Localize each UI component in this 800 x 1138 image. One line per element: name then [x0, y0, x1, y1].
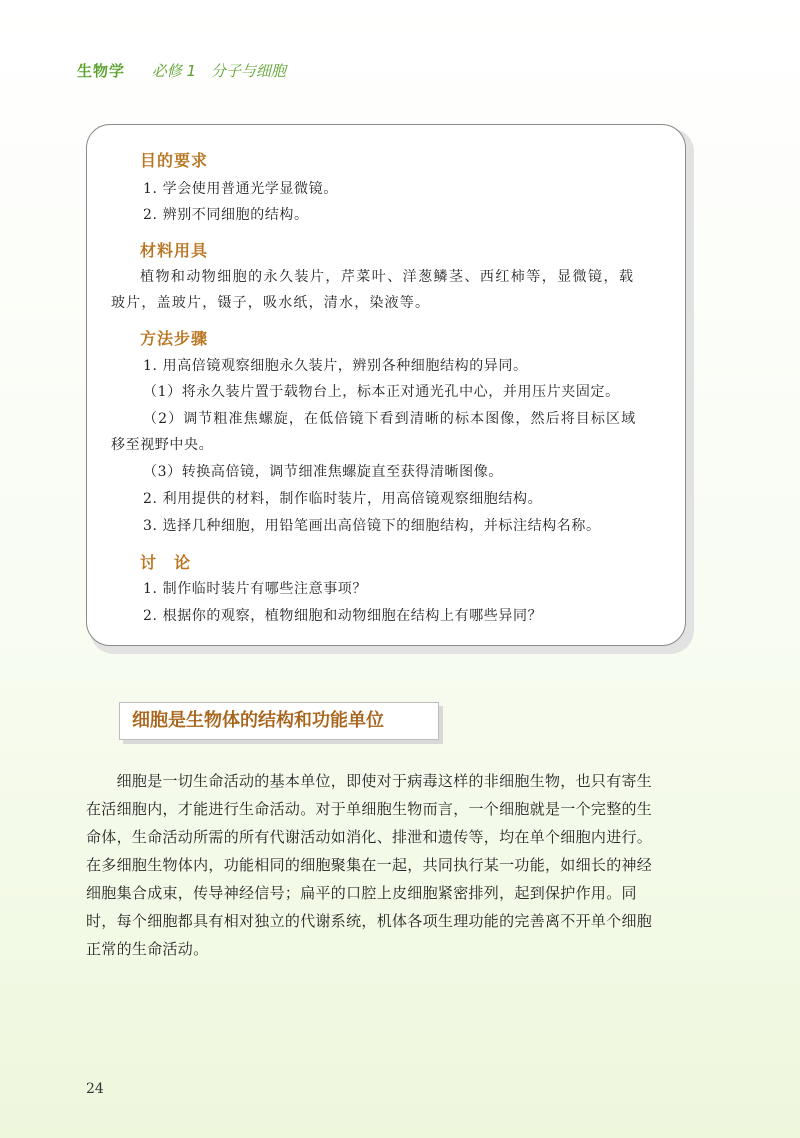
body-line: 在多细胞生物体内，功能相同的细胞聚集在一起，共同执行某一功能，如细长的神经	[86, 856, 653, 874]
body-line: 时，每个细胞都具有相对独立的代谢系统，机体各项生理功能的完善离不开单个细胞	[86, 912, 653, 930]
materials-line: 玻片，盖玻片，镊子，吸水纸，清水，染液等。	[111, 295, 431, 311]
goals-line: 2. 辨别不同细胞的结构。	[143, 207, 309, 223]
discussion-line: 1. 制作临时装片有哪些注意事项？	[143, 581, 368, 597]
page-number: 24	[86, 1081, 104, 1097]
steps-line: （3）转换高倍镜，调节细准焦螺旋直至获得清晰图像。	[143, 464, 503, 480]
steps-line: 2. 利用提供的材料，制作临时装片，用高倍镜观察细胞结构。	[143, 491, 543, 507]
goals-title: 目的要求	[140, 151, 209, 170]
section-heading-block	[119, 702, 439, 740]
header-subject: 生物学	[77, 62, 126, 80]
steps-line: 1. 用高倍镜观察细胞永久装片，辨别各种细胞结构的异同。	[143, 358, 528, 374]
materials-line: 植物和动物细胞的永久装片，芹菜叶、洋葱鳞茎、西红柿等，显微镜，载	[140, 269, 635, 285]
steps-line: 移至视野中央。	[111, 437, 214, 453]
steps-line: 3. 选择几种细胞，用铅笔画出高倍镜下的细胞结构，并标注结构名称。	[143, 518, 601, 534]
discussion-line: 2. 根据你的观察，植物细胞和动物细胞在结构上有哪些异同？	[143, 608, 543, 624]
steps-line: （1）将永久装片置于载物台上，标本正对通光孔中心，并用压片夹固定。	[143, 384, 620, 400]
body-line: 在活细胞内，才能进行生命活动。对于单细胞生物而言，一个细胞就是一个完整的生	[86, 800, 653, 818]
body-line: 正常的生命活动。	[86, 940, 209, 958]
header-book: 必修 1	[151, 62, 197, 80]
goals-line: 1. 学会使用普通光学显微镜。	[143, 181, 338, 197]
body-line: 细胞集合成束，传导神经信号；扁平的口腔上皮细胞紧密排列，起到保护作用。同	[86, 884, 637, 902]
body-line: 细胞是一切生命活动的基本单位，即使对于病毒这样的非细胞生物，也只有寄生	[86, 772, 653, 790]
steps-line: （2）调节粗准焦螺旋，在低倍镜下看到清晰的标本图像，然后将目标区域	[143, 411, 637, 427]
running-header	[77, 60, 286, 84]
section-heading: 细胞是生物体的结构和功能单位	[119, 702, 439, 740]
steps-title: 方法步骤	[140, 329, 209, 348]
materials-title: 材料用具	[140, 241, 209, 260]
body-line: 命体，生命活动所需的所有代谢活动如消化、排泄和遗传等，均在单个细胞内进行。	[86, 828, 653, 846]
header-topic: 分子与细胞	[210, 62, 286, 80]
discussion-title: 讨 论	[140, 553, 192, 572]
